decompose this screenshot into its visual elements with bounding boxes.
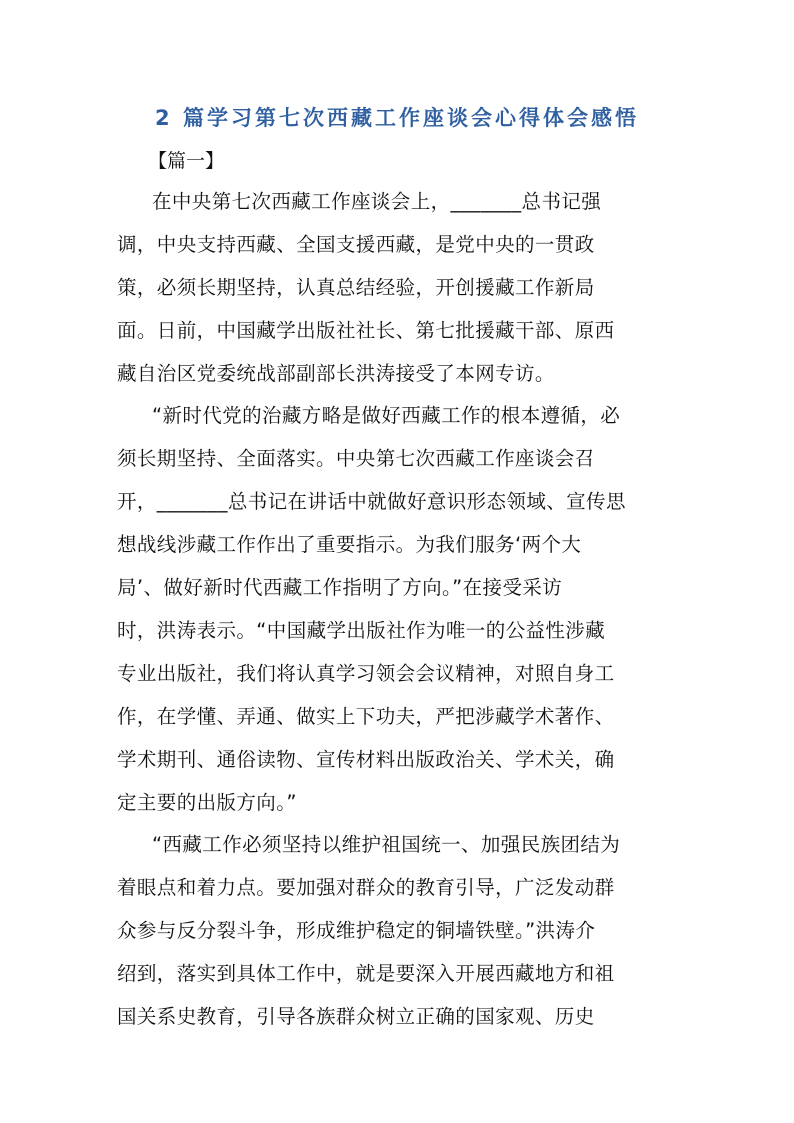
section-heading: 【篇一】 bbox=[148, 150, 225, 172]
paragraph-line: 定主要的出版方向。” bbox=[117, 791, 297, 814]
paragraph-line: 调，中央支持西藏、全国支援西藏，是党中央的一贯政 bbox=[117, 233, 595, 256]
paragraph-line: 想战线涉藏工作作出了重要指示。为我们服务‘两个大 bbox=[117, 533, 582, 556]
paragraph-line: “西藏工作必须坚持以维护祖国统一、加强民族团结为 bbox=[152, 833, 621, 856]
paragraph-line: 众参与反分裂斗争，形成维护稳定的铜墙铁壁。”洪涛介 bbox=[117, 919, 596, 942]
paragraph-line: 绍到，落实到具体工作中，就是要深入开展西藏地方和祖 bbox=[117, 962, 615, 985]
paragraph-line: 着眼点和着力点。要加强对群众的教育引导，广泛发动群 bbox=[117, 876, 615, 899]
document-title: 2 篇学习第七次西藏工作座谈会心得体会感悟 bbox=[155, 106, 639, 130]
paragraph-line: 开，_______总书记在讲话中就做好意识形态领域、宣传思 bbox=[117, 490, 626, 513]
paragraph-line: 作，在学懂、弄通、做实上下功夫，严把涉藏学术著作、 bbox=[117, 705, 615, 728]
paragraph-line: 须长期坚持、全面落实。中央第七次西藏工作座谈会召 bbox=[117, 447, 595, 470]
paragraph-line: 面。日前，中国藏学出版社社长、第七批援藏干部、原西 bbox=[117, 319, 615, 342]
paragraph-line: 策，必须长期坚持，认真总结经验，开创援藏工作新局 bbox=[117, 276, 595, 299]
paragraph-line: 时，洪涛表示。“中国藏学出版社作为唯一的公益性涉藏 bbox=[117, 619, 606, 642]
paragraph-line: 国关系史教育，引导各族群众树立正确的国家观、历史 bbox=[117, 1005, 595, 1028]
paragraph-line: 藏自治区党委统战部副部长洪涛接受了本网专访。 bbox=[117, 362, 555, 385]
paragraph-line: 局’、做好新时代西藏工作指明了方向。”在接受采访 bbox=[117, 576, 563, 599]
paragraph-line: 专业出版社，我们将认真学习领会会议精神，对照自身工 bbox=[117, 662, 615, 685]
paragraph-line: “新时代党的治藏方略是做好西藏工作的根本遵循，必 bbox=[152, 404, 621, 427]
paragraph-line: 在中央第七次西藏工作座谈会上，_______总书记强 bbox=[152, 190, 602, 213]
paragraph-line: 学术期刊、通俗读物、宣传材料出版政治关、学术关，确 bbox=[117, 748, 615, 771]
